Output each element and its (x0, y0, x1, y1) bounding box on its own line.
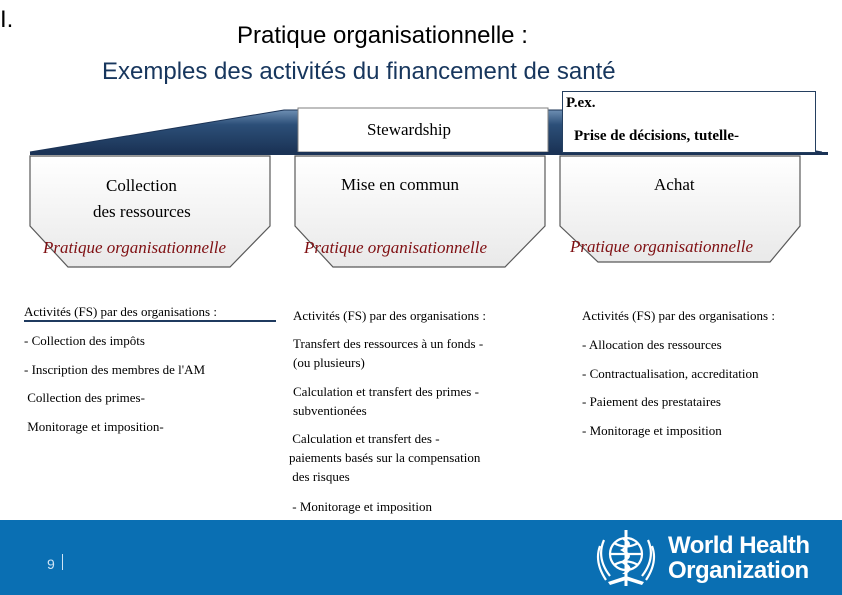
callout-line-1: P.ex. (566, 95, 596, 111)
activity-item: - Contractualisation, accreditation (582, 366, 759, 381)
activity-item: Transfert des ressources à un fonds - (ou plusieurs) (293, 336, 484, 370)
slide-subtitle: Exemples des activités du financement de santé (102, 58, 616, 85)
activity-item: - Paiement des prestataires (582, 394, 721, 409)
activity-item: Collection des primes- (24, 390, 145, 405)
pillar-purchasing-header: Achat (654, 175, 695, 194)
activities-title-purchasing: Activités (FS) par des organisations : (582, 308, 775, 323)
page-number-divider (62, 554, 63, 570)
activities-title-pooling: Activités (FS) par des organisations : (293, 308, 486, 323)
who-wordmark (668, 533, 810, 583)
activities-title-collection: Activités (FS) par des organisations : (24, 304, 217, 319)
pillar-collection-header-line2: des ressources (93, 202, 191, 221)
who-wordmark-line1: World Health (668, 532, 810, 559)
pillar-collection-header-line1: Collection (106, 176, 177, 195)
activity-item: - Monitorage et imposition (289, 499, 432, 514)
slide-section-mark: I. (0, 6, 14, 33)
practice-label-pooling: Pratique organisationnelle (304, 238, 488, 257)
activity-item: - Inscription des membres de l'AM (24, 362, 206, 377)
practice-label-collection: Pratique organisationnelle (43, 238, 227, 257)
activity-item: Calculation et transfert des - paiements basés sur la compensation des risques (289, 431, 481, 484)
stewardship-label: Stewardship (367, 120, 452, 139)
slide-title-text: Pratique organisationnelle : (237, 22, 528, 49)
callout-line-2: Prise de décisions, tutelle- (574, 128, 739, 144)
activity-item: - Monitorage et imposition (582, 423, 722, 438)
activity-item: Calculation et transfert des primes - subventionées (293, 384, 479, 418)
page-number: 9 (47, 556, 55, 572)
activity-item: Monitorage et imposition- (24, 419, 164, 434)
pillar-pooling-header: Mise en commun (341, 175, 460, 194)
who-emblem-icon (590, 524, 662, 592)
activity-item: - Allocation des ressources (582, 337, 722, 352)
activity-item: - Collection des impôts (24, 333, 145, 348)
who-wordmark-line2: Organization (668, 557, 809, 584)
practice-label-purchasing: Pratique organisationnelle (570, 237, 754, 256)
